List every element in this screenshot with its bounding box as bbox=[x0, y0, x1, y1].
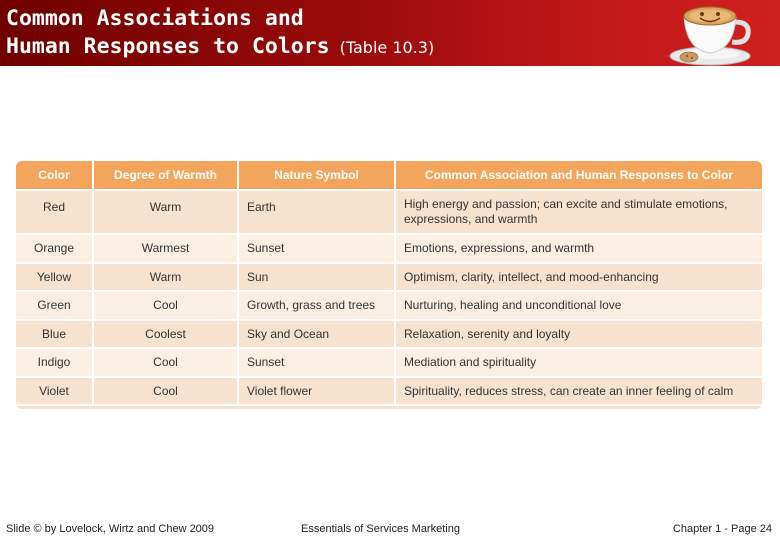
cell-warmth: Cool bbox=[93, 377, 238, 406]
cell-association: Mediation and spirituality bbox=[395, 348, 762, 377]
header-color: Color bbox=[16, 161, 93, 190]
slide-header bbox=[0, 0, 780, 66]
coffee-cup-smiley-icon bbox=[664, 0, 760, 68]
table-row bbox=[16, 190, 762, 234]
header-degree-of-warmth: Degree of Warmth bbox=[93, 161, 238, 190]
cell-association: Relaxation, serenity and loyalty bbox=[395, 320, 762, 349]
cell-color: Blue bbox=[16, 320, 93, 349]
title-table-ref: (Table 10.3) bbox=[339, 38, 435, 57]
color-associations-table bbox=[16, 161, 762, 409]
header-nature-symbol: Nature Symbol bbox=[238, 161, 395, 190]
cell-warmth: Warmest bbox=[93, 234, 238, 263]
cell-color: Green bbox=[16, 291, 93, 320]
table-row bbox=[16, 377, 762, 406]
cell-color: Indigo bbox=[16, 348, 93, 377]
slide-title bbox=[6, 5, 434, 62]
cell-color: Yellow bbox=[16, 263, 93, 292]
cell-association: Emotions, expressions, and warmth bbox=[395, 234, 762, 263]
cell-color: Violet bbox=[16, 377, 93, 406]
cell-warmth: Warm bbox=[93, 190, 238, 234]
cell-warmth: Coolest bbox=[93, 320, 238, 349]
footer-book-title: Essentials of Services Marketing bbox=[301, 523, 460, 535]
title-line-1: Common Associations and bbox=[6, 6, 304, 31]
table bbox=[16, 161, 762, 406]
title-line-2-text: Human Responses to Colors bbox=[6, 34, 330, 59]
cell-warmth: Warm bbox=[93, 263, 238, 292]
table-row bbox=[16, 263, 762, 292]
cell-association: Optimism, clarity, intellect, and mood-enhancing bbox=[395, 263, 762, 292]
cell-symbol: Violet flower bbox=[238, 377, 395, 406]
cell-association: High energy and passion; can excite and stimulate emotions, expressions, and warmth bbox=[395, 190, 762, 234]
cell-symbol: Earth bbox=[238, 190, 395, 234]
cell-symbol: Sun bbox=[238, 263, 395, 292]
table-row bbox=[16, 320, 762, 349]
table-row bbox=[16, 291, 762, 320]
cell-association: Spirituality, reduces stress, can create an inner feeling of calm bbox=[395, 377, 762, 406]
header-common-association: Common Association and Human Responses to Color bbox=[395, 161, 762, 190]
cell-symbol: Sky and Ocean bbox=[238, 320, 395, 349]
cell-warmth: Cool bbox=[93, 348, 238, 377]
cell-color: Red bbox=[16, 190, 93, 234]
cell-symbol: Growth, grass and trees bbox=[238, 291, 395, 320]
table-row bbox=[16, 234, 762, 263]
table-header-row bbox=[16, 161, 762, 190]
cell-symbol: Sunset bbox=[238, 234, 395, 263]
footer-page-number: Chapter 1 - Page 24 bbox=[672, 523, 772, 535]
table-row bbox=[16, 348, 762, 377]
title-line-2 bbox=[6, 33, 434, 62]
cell-association: Nurturing, healing and unconditional love bbox=[395, 291, 762, 320]
cell-warmth: Cool bbox=[93, 291, 238, 320]
cell-color: Orange bbox=[16, 234, 93, 263]
cell-symbol: Sunset bbox=[238, 348, 395, 377]
footer-copyright: Slide © by Lovelock, Wirtz and Chew 2009 bbox=[6, 523, 215, 535]
